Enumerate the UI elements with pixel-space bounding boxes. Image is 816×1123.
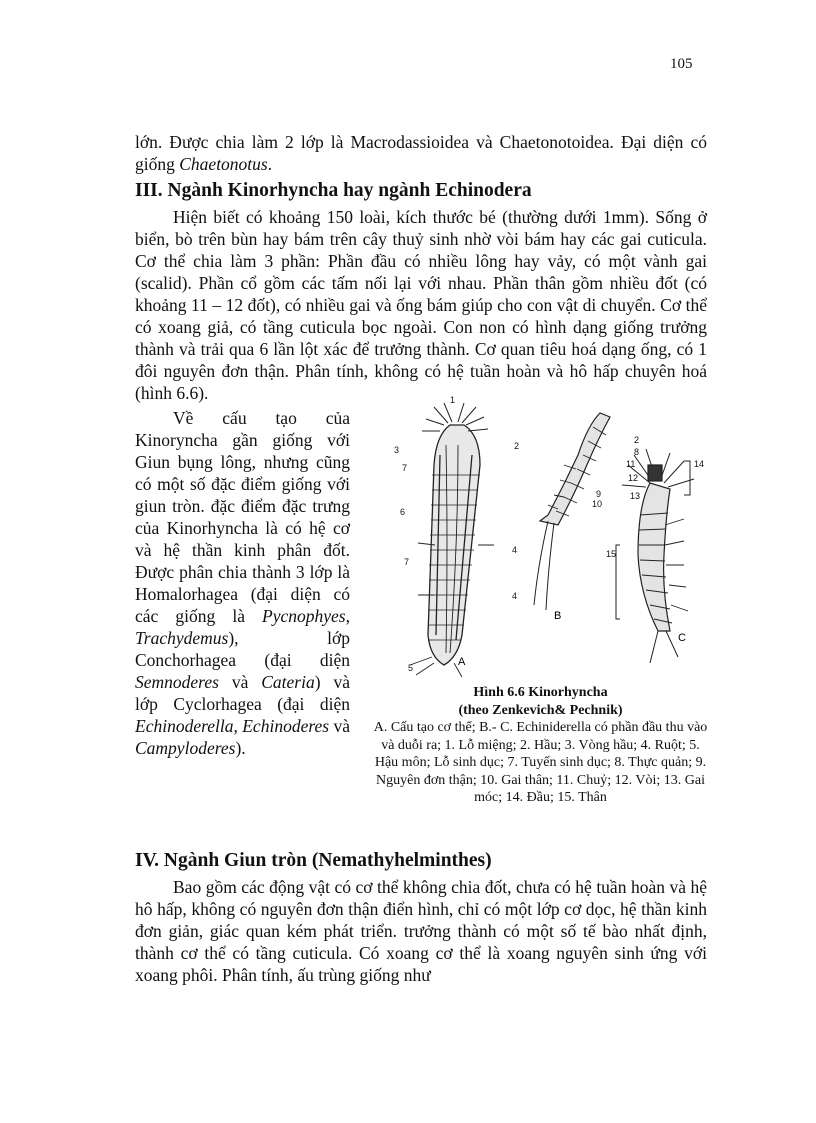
- figure-label: 11: [626, 459, 636, 469]
- figure-caption-text: A. Cấu tạo cơ thể; B.- C. Echiniderella có phần đầu thu vào và duỗi ra; 1. Lỗ miệng; 2. Hầu; 3. Vòng hầu; 4. Ruột; 5. Hậu môn; Lỗ sinh dục; 7. Tuyến sinh dục; 8. Thực quản; 9. Nguyên đơn thận; 10. Gai thân; 11. Chuỷ; 12. Vòi; 13. Gai móc; 14. Đầu; 15. Thân: [373, 720, 708, 805]
- figure-label: 8: [634, 447, 640, 457]
- figure-label: 15: [606, 549, 617, 559]
- figure-title: Hình 6.6 Kinorhyncha: [473, 685, 608, 700]
- kinorhyncha-paragraph: Hiện biết có khoảng 150 loài, kích thước bé (thường dưới 1mm). Sống ở biển, bò trên bùn hay bám trên cây thuỷ sinh nhờ vòi bám hay các gai cuticula. Cơ thể chia làm 3 phần: Phần đầu có nhiều lông hay vảy, có một vành gai (scalid). Phần cổ gồm các tấm nối lại với nhau. Phần thân gồm nhiều đốt (có khoảng 11 – 12 đốt), có nhiều gai và ống bám giúp cho con vật di chuyển. Cơ thể có xoang giả, có tầng cuticula bọc ngoài. Con non có hình dạng giống trưởng thành và trải qua 6 lần lột xác để trưởng thành. Cơ quan tiêu hoá dạng ống, có 1 đôi nguyên đơn thận. Phân tính, không có hệ tuần hoàn và hô hấp chuyên hoá (hình 6.6).: [135, 207, 707, 403]
- figure-label: 14: [694, 459, 705, 469]
- panel-label: B: [554, 610, 562, 622]
- page-number: 105: [670, 56, 693, 72]
- figure-label: 2: [634, 435, 640, 445]
- specimen-b-drawing: [534, 413, 610, 610]
- figure-label: 10: [592, 499, 603, 509]
- continued-paragraph: lớn. Được chia làm 2 lớp là Macrodassioidea và Chaetonotoidea. Đại diện có giống Chaetonotus.: [135, 132, 707, 174]
- kinorhyncha-illustration: [388, 395, 710, 685]
- figure-label: 4: [512, 545, 518, 555]
- genus-name: Chaetonotus: [179, 154, 268, 174]
- figure-label: 2: [514, 441, 520, 451]
- panel-label: C: [678, 632, 686, 644]
- nemathelminthes-paragraph: Bao gồm các động vật có cơ thể không chia đốt, chưa có hệ tuần hoàn và hệ hô hấp, không có nguyên đơn thận điển hình, chỉ có một lớp cơ dọc, hệ thần kinh đơn giản, giác quan kém phát triển. trưởng thành có một số tế bào nhất định, thành cơ thể có tầng cuticula. Có xoang cơ thể là xoang nguyên sinh ứng với xoang phôi. Phân tính, ấu trùng giống như: [135, 877, 707, 985]
- figure-label: 6: [400, 507, 406, 517]
- figure-label: 13: [630, 491, 641, 501]
- figure-label: 4: [512, 591, 518, 601]
- kinorhyncha-side-paragraph: Về cấu tạo của Kinoryncha gần giống với Giun bụng lông, nhưng cũng có một số đặc điểm giống với giun tròn. đặc điểm đặc trưng của Kinorhyncha là có hệ cơ và hệ thần kinh phân đốt. Được phân chia thành 3 lớp là Homalorhagea (đại diện có các giống là Pycnophyes, Trachydemus), lớp Conchorhagea (đại diện Semnoderes và Cateria) và lớp Cyclorhagea (đại diện Echinoderella, Echinoderes và Campyloderes).: [135, 408, 350, 758]
- figure-source: (theo Zenkevich& Pechnik): [458, 702, 623, 718]
- kinorhyncha-figure: [388, 395, 710, 685]
- figure-label: 1: [450, 395, 456, 405]
- section-heading-kinorhyncha: III. Ngành Kinorhyncha hay ngành Echinodera: [135, 180, 532, 201]
- figure-label: 7: [402, 463, 408, 473]
- section-heading-nemathelminthes: IV. Ngành Giun tròn (Nemathyhelminthes): [135, 850, 492, 871]
- figure-caption: [368, 684, 713, 807]
- figure-label: 12: [628, 473, 639, 483]
- panel-label: A: [458, 656, 466, 668]
- specimen-a-drawing: [410, 403, 494, 677]
- figure-label: 7: [404, 557, 410, 567]
- figure-label: 3: [394, 445, 400, 455]
- figure-label: 9: [596, 489, 602, 499]
- figure-label: 5: [408, 663, 414, 673]
